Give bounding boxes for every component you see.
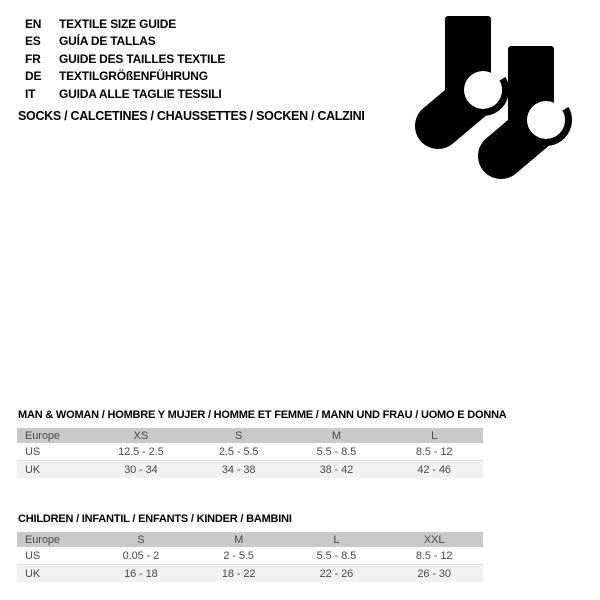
size-value: 0.05 - 2 (92, 547, 190, 565)
column-header-size: XXL (385, 532, 483, 547)
table-header-row (17, 428, 483, 443)
size-value: 26 - 30 (385, 565, 483, 583)
row-label: US (17, 443, 92, 461)
row-label: US (17, 547, 92, 565)
language-code: ES (25, 34, 41, 49)
size-value: 16 - 18 (92, 565, 190, 583)
table-header-row (17, 532, 483, 547)
size-value: 38 - 42 (288, 461, 386, 479)
language-row (25, 15, 225, 33)
size-value: 22 - 26 (288, 565, 386, 583)
language-code: EN (25, 16, 42, 31)
language-row (25, 50, 225, 68)
language-code: FR (25, 51, 41, 66)
table-row-us (17, 547, 483, 565)
size-value: 18 - 22 (190, 565, 288, 583)
table-title-children: CHILDREN / INFANTIL / ENFANTS / KINDER / BAMBINI (18, 513, 292, 525)
column-header-size: S (92, 532, 190, 547)
language-label: GUIDE DES TAILLES TEXTILE (59, 51, 226, 66)
language-row (25, 33, 225, 51)
table-row-uk (17, 461, 483, 479)
language-label: TEXTILE SIZE GUIDE (59, 16, 177, 31)
row-label: UK (17, 461, 92, 479)
row-label: UK (17, 565, 92, 583)
size-table-children (17, 532, 483, 582)
language-label: GUIDA ALLE TAGLIE TESSILI (59, 86, 222, 101)
column-header-size: M (190, 532, 288, 547)
table-row-uk (17, 565, 483, 583)
size-value: 5.5 - 8.5 (288, 547, 386, 565)
size-table-section-children (17, 513, 483, 582)
socks-icon (403, 10, 583, 185)
column-header-size: M (288, 428, 386, 443)
column-header-size: S (190, 428, 288, 443)
language-label: GUÍA DE TALLAS (59, 34, 156, 49)
column-header-region: Europe (17, 428, 92, 443)
table-row-us (17, 443, 483, 461)
size-value: 8.5 - 12 (385, 443, 483, 461)
language-code: DE (25, 69, 42, 84)
size-value: 30 - 34 (92, 461, 190, 479)
column-header-size: XS (92, 428, 190, 443)
size-value: 2.5 - 5.5 (190, 443, 288, 461)
size-value: 12.5 - 2.5 (92, 443, 190, 461)
size-table-section-adults (17, 409, 507, 478)
size-value: 5.5 - 8.5 (288, 443, 386, 461)
size-table-man-woman (17, 428, 483, 478)
language-label: TEXTILGRÖßENFÜHRUNG (59, 69, 208, 84)
column-header-size: L (385, 428, 483, 443)
category-title: SOCKS / CALCETINES / CHAUSSETTES / SOCKEN / CALZINI (18, 109, 365, 123)
size-value: 34 - 38 (190, 461, 288, 479)
language-row (25, 85, 225, 103)
language-list (25, 15, 225, 103)
column-header-region: Europe (17, 532, 92, 547)
column-header-size: L (288, 532, 386, 547)
language-code: IT (25, 86, 36, 101)
size-value: 42 - 46 (385, 461, 483, 479)
size-value: 8.5 - 12 (385, 547, 483, 565)
table-title-man-woman: MAN & WOMAN / HOMBRE Y MUJER / HOMME ET FEMME / MANN UND FRAU / UOMO E DONNA (18, 409, 507, 421)
language-row (25, 68, 225, 86)
socks-icon-svg (403, 10, 583, 185)
size-value: 2 - 5.5 (190, 547, 288, 565)
